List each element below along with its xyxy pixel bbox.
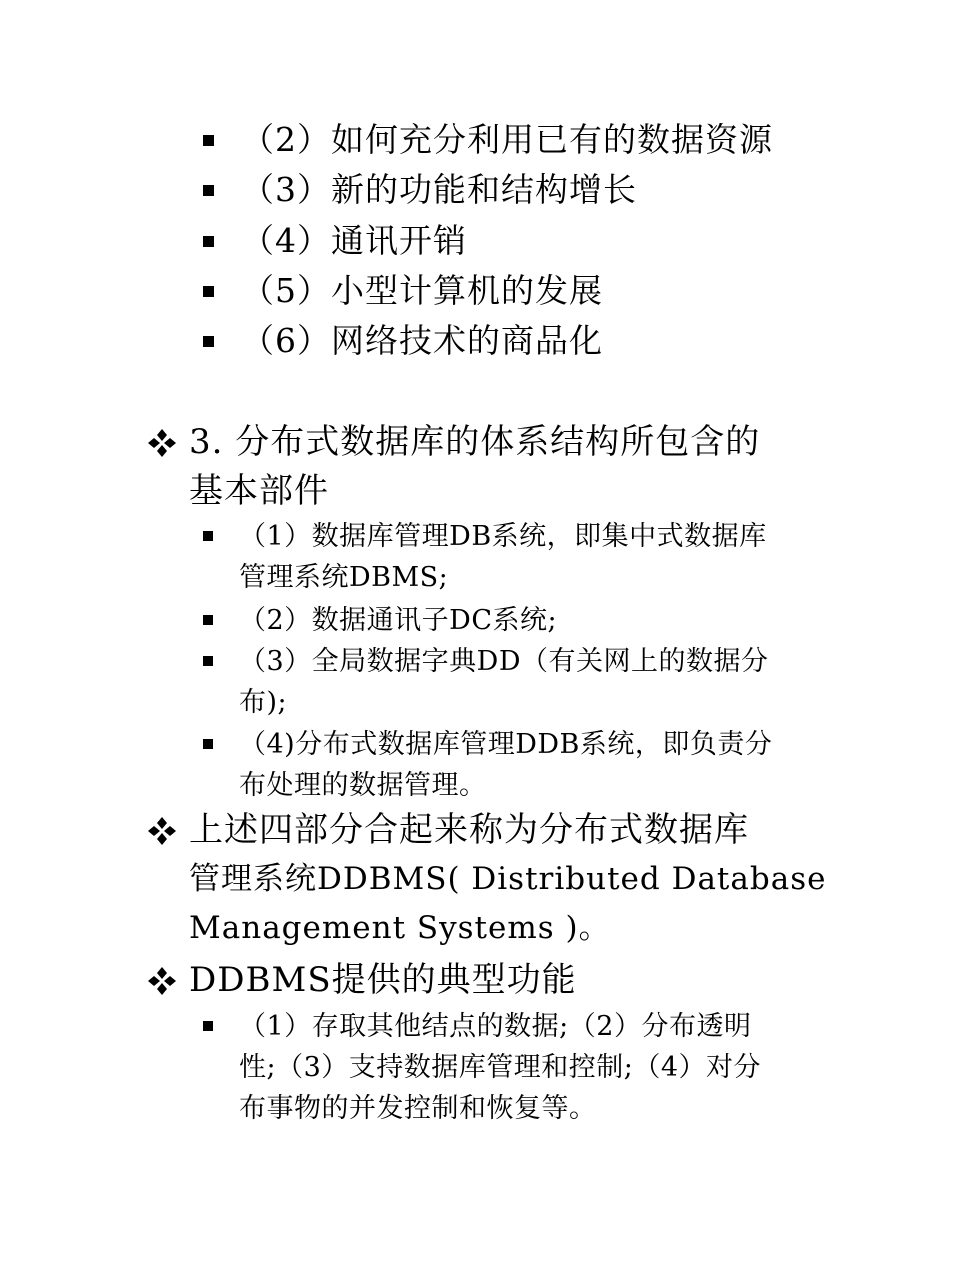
square-bullet-icon [203, 1021, 213, 1031]
square-bullet-icon [203, 336, 214, 347]
square-bullet-icon [203, 286, 214, 297]
list-item-text: （1）存取其他结点的数据;（2）分布透明 性;（3）支持数据库管理和控制;（4）对分 布事物的并发控制和恢复等。 [239, 1011, 762, 1124]
list-item [203, 221, 467, 261]
list-item-text: （2）数据通讯子DC系统; [239, 605, 558, 636]
list-item-text: （3）新的功能和结构增长 [241, 170, 637, 209]
four-diamond-bullet-icon [147, 428, 177, 458]
list-item-text: （4）通讯开销 [241, 221, 467, 260]
list-item [203, 724, 772, 806]
square-bullet-icon [203, 739, 213, 749]
square-bullet-icon [203, 185, 214, 196]
section-heading [147, 418, 760, 516]
functions-heading-text: DDBMS提供的典型功能 [189, 960, 577, 1000]
list-item [203, 271, 603, 311]
list-item [203, 1006, 761, 1129]
square-bullet-icon [203, 656, 213, 666]
square-bullet-icon [203, 615, 213, 625]
list-item [203, 516, 767, 598]
four-diamond-bullet-icon [147, 816, 177, 846]
list-item [203, 321, 603, 361]
summary-paragraph [147, 806, 826, 953]
list-item [203, 600, 557, 641]
square-bullet-icon [203, 236, 214, 247]
section-heading-text: 3. 分布式数据库的体系结构所包含的 基本部件 [189, 422, 761, 511]
functions-heading [147, 956, 577, 1005]
list-item [203, 641, 768, 723]
square-bullet-icon [203, 135, 214, 146]
list-item-text: （2）如何充分利用已有的数据资源 [241, 120, 773, 159]
four-diamond-bullet-icon [147, 966, 177, 996]
summary-text: 上述四部分合起来称为分布式数据库 管理系统DDBMS( Distributed Database Management Systems )。 [189, 810, 827, 946]
list-item [203, 120, 773, 160]
square-bullet-icon [203, 531, 213, 541]
list-item-text: （1）数据库管理DB系统，即集中式数据库 管理系统DBMS; [239, 521, 767, 593]
list-item-text: （3）全局数据字典DD（有关网上的数据分 布); [239, 646, 769, 718]
list-item-text: （6）网络技术的商品化 [241, 321, 603, 360]
list-item-text: （4)分布式数据库管理DDB系统，即负责分 布处理的数据管理。 [239, 729, 773, 801]
list-item-text: （5）小型计算机的发展 [241, 271, 603, 310]
list-item [203, 170, 637, 210]
